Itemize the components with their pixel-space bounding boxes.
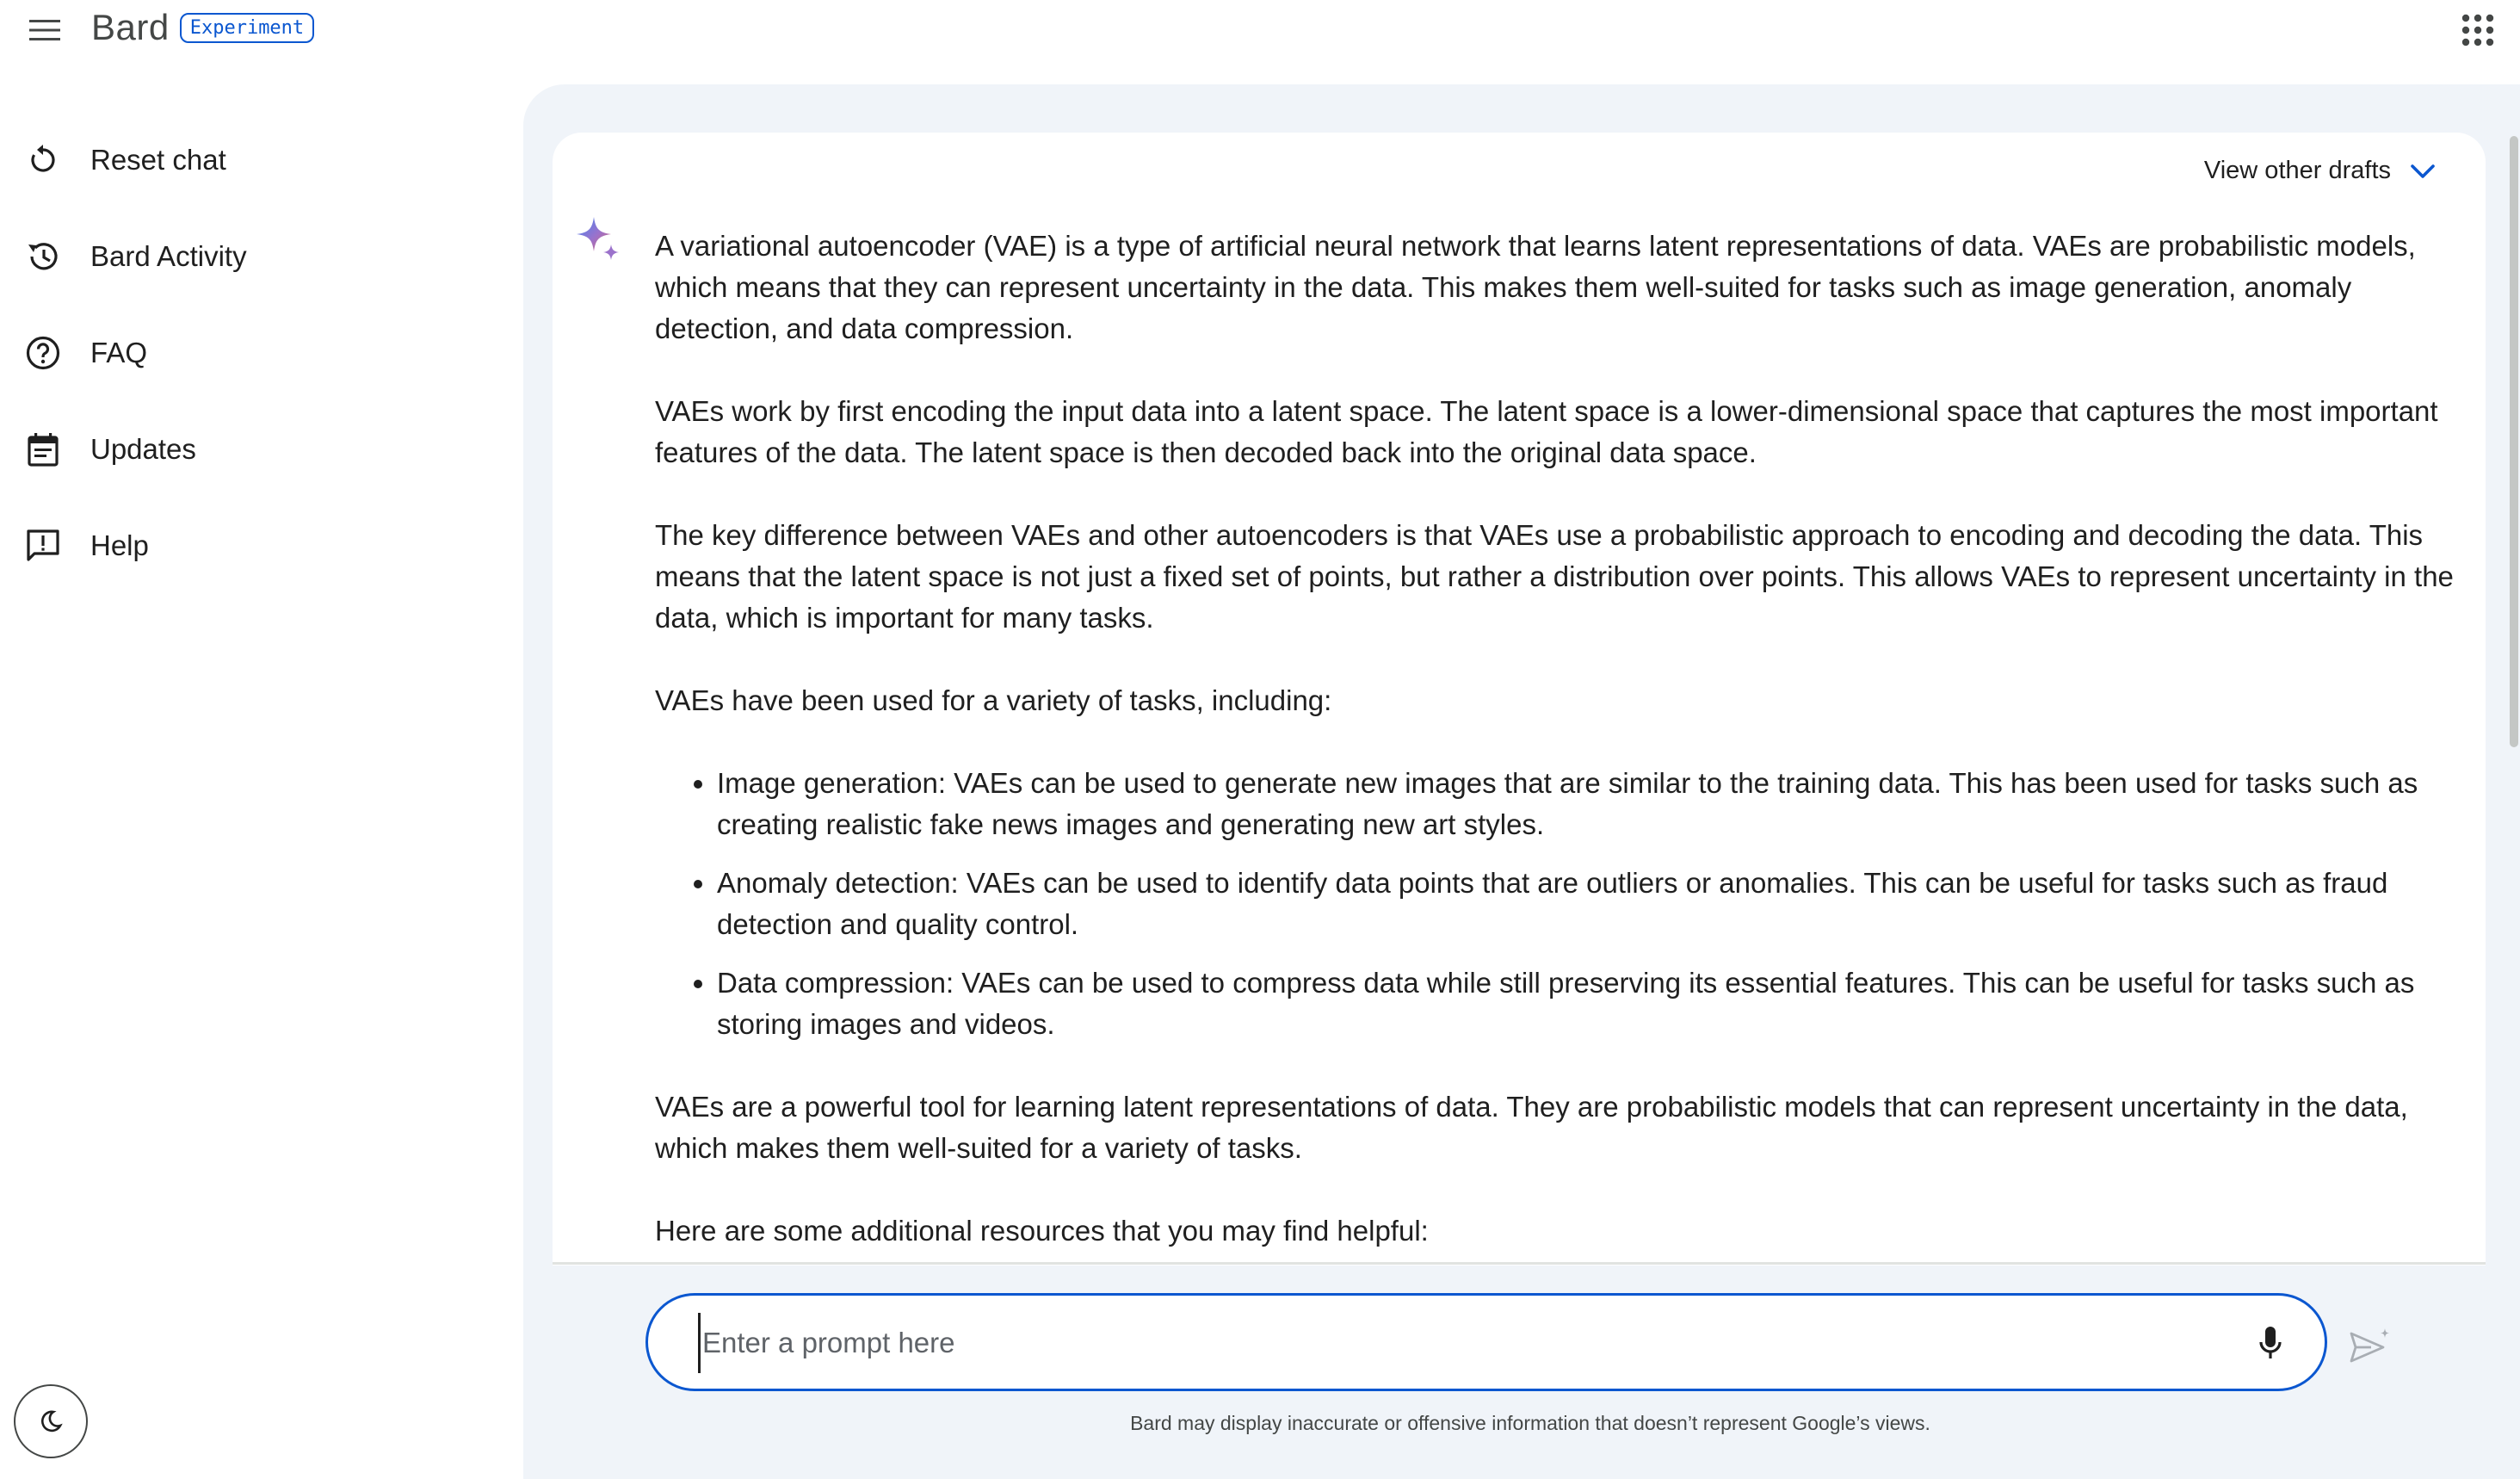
response-bullet-list: [655, 763, 2462, 1045]
chevron-down-icon: [2410, 163, 2436, 180]
help-circle-icon: [24, 334, 62, 372]
drafts-label: View other drafts: [2203, 157, 2391, 184]
history-icon: [24, 238, 62, 275]
sidebar-item-label: Bard Activity: [90, 240, 247, 272]
top-bar: [0, 0, 2520, 60]
bard-sparkle-icon: [573, 215, 625, 267]
microphone-icon: [2258, 1325, 2283, 1361]
calendar-icon: [24, 430, 62, 468]
list-item: • Data compression: VAEs can be used to compress data while still preserving its essential features. This can be useful for tasks such as storing images and videos.: [717, 962, 2462, 1045]
voice-input-button[interactable]: [2249, 1321, 2292, 1365]
app-name: Bard: [91, 7, 170, 47]
view-other-drafts-button[interactable]: [2204, 157, 2436, 185]
google-apps-button[interactable]: [2460, 12, 2496, 48]
sidebar-item-label: Help: [90, 529, 149, 561]
response-paragraph: Here are some additional resources that you may find helpful:: [655, 1215, 1429, 1247]
list-item: • Image generation: VAEs can be used to generate new images that are similar to the training data. This has been used for tasks such as creating realistic fake news images and generating new art styles.: [717, 763, 2462, 845]
response-text: [655, 226, 2462, 1266]
response-paragraph: A variational autoencoder (VAE) is a type of artificial neural network that learns latent representations of data. VAEs are probabilistic models, which means that they can represent uncertainty in the data. This makes them well-suited for tasks such as image generation, anomaly detection, and data compression.: [655, 230, 2416, 344]
reset-icon: [24, 141, 62, 179]
dark-mode-toggle[interactable]: [14, 1384, 88, 1458]
sidebar-item-label: Reset chat: [90, 144, 226, 176]
main-menu-button[interactable]: [24, 12, 65, 48]
response-card: [553, 133, 2486, 1266]
send-button[interactable]: [2346, 1322, 2394, 1371]
experiment-badge: Experiment: [180, 13, 314, 43]
send-icon: [2349, 1327, 2392, 1366]
sidebar-item-faq[interactable]: [0, 305, 516, 401]
input-divider: [553, 1262, 2486, 1265]
prompt-input[interactable]: [698, 1313, 2178, 1373]
list-item: • Anomaly detection: VAEs can be used to identify data points that are outliers or anomalies. This can be useful for tasks such as fraud detection and quality control.: [717, 863, 2462, 945]
response-paragraph: The key difference between VAEs and other autoencoders is that VAEs use a probabilistic approach to encoding and decoding the data. This means that the latent space is not just a fixed set of points, but rather a distribution over points. This allows VAEs to represent uncertainty in the data, which is important for many tasks.: [655, 519, 2454, 634]
sidebar-item-reset-chat[interactable]: [0, 112, 516, 208]
hamburger-menu-icon: [28, 17, 62, 43]
bard-logo[interactable]: [91, 7, 314, 48]
disclaimer-text: Bard may display inaccurate or offensive information that doesn’t represent Google’s views.: [1130, 1412, 1930, 1434]
sidebar-item-help[interactable]: [0, 498, 516, 594]
sidebar-item-updates[interactable]: [0, 401, 516, 498]
sidebar: [0, 112, 516, 594]
feedback-icon: [24, 527, 62, 565]
response-paragraph: VAEs work by first encoding the input data into a latent space. The latent space is a lower-dimensional space that captures the most important features of the data. The latent space is then decoded back into the original data space.: [655, 395, 2438, 468]
sidebar-item-label: FAQ: [90, 337, 148, 368]
sidebar-item-label: Updates: [90, 433, 196, 465]
apps-grid-icon: [2460, 12, 2496, 48]
dark-mode-moon-icon: [38, 1408, 64, 1434]
response-paragraph: VAEs are a powerful tool for learning latent representations of data. They are probabilistic models that can represent uncertainty in the data, which makes them well-suited for a variety of tasks.: [655, 1091, 2408, 1164]
prompt-box: [645, 1293, 2327, 1391]
response-paragraph: VAEs have been used for a variety of tasks, including:: [655, 684, 1332, 716]
chat-scrollbar[interactable]: [2510, 136, 2518, 747]
sidebar-item-bard-activity[interactable]: [0, 208, 516, 305]
